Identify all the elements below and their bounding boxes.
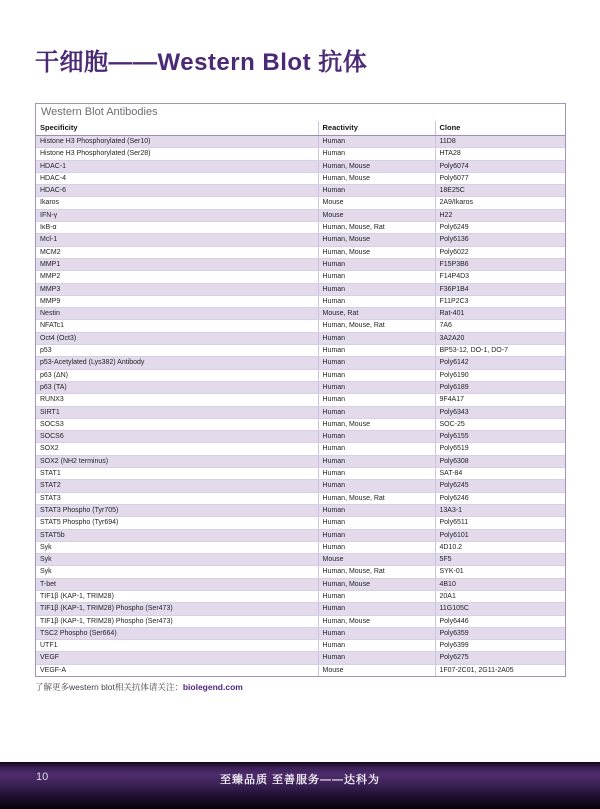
cell-clone: 9F4A17 — [435, 394, 565, 406]
cell-specificity: MMP9 — [36, 295, 318, 307]
cell-clone: Poly6275 — [435, 652, 565, 664]
cell-clone: 2A9/Ikaros — [435, 197, 565, 209]
table-row — [36, 443, 565, 455]
table-row — [36, 271, 565, 283]
cell-specificity: TSC2 Phospho (Ser664) — [36, 627, 318, 639]
cell-clone: HTA28 — [435, 148, 565, 160]
cell-clone: Poly6189 — [435, 381, 565, 393]
cell-reactivity: Human, Mouse — [318, 246, 435, 258]
cell-specificity: TIF1β (KAP-1, TRIM28) — [36, 590, 318, 602]
cell-clone: 20A1 — [435, 590, 565, 602]
cell-specificity: IFN-γ — [36, 209, 318, 221]
cell-specificity: STAT2 — [36, 480, 318, 492]
cell-clone: Rat-401 — [435, 308, 565, 320]
cell-specificity: SOCS3 — [36, 418, 318, 430]
cell-clone: Poly6136 — [435, 234, 565, 246]
table-row — [36, 209, 565, 221]
col-header-clone: Clone — [435, 121, 565, 136]
cell-reactivity: Human — [318, 640, 435, 652]
cell-clone: 13A3-1 — [435, 504, 565, 516]
cell-reactivity: Human, Mouse, Rat — [318, 566, 435, 578]
cell-reactivity: Human — [318, 283, 435, 295]
cell-specificity: Ikaros — [36, 197, 318, 209]
table-row — [36, 308, 565, 320]
table-header-row — [36, 121, 565, 136]
table-row — [36, 468, 565, 480]
cell-clone: 1F07-2C01, 2G11-2A05 — [435, 664, 565, 676]
table-row — [36, 566, 565, 578]
cell-clone: Poly6249 — [435, 222, 565, 234]
cell-reactivity: Human — [318, 627, 435, 639]
cell-reactivity: Human — [318, 443, 435, 455]
cell-specificity: STAT3 — [36, 492, 318, 504]
antibody-table — [35, 103, 566, 677]
cell-clone: Poly6074 — [435, 160, 565, 172]
cell-reactivity: Human — [318, 258, 435, 270]
cell-specificity: MMP3 — [36, 283, 318, 295]
cell-specificity: HDAC-4 — [36, 172, 318, 184]
cell-reactivity: Human — [318, 345, 435, 357]
table-row — [36, 136, 565, 148]
cell-reactivity: Human — [318, 357, 435, 369]
cell-clone: Poly6155 — [435, 431, 565, 443]
cell-clone: 4B10 — [435, 578, 565, 590]
cell-clone: Poly6246 — [435, 492, 565, 504]
table-row — [36, 492, 565, 504]
table-row — [36, 664, 565, 676]
cell-specificity: Oct4 (Oct3) — [36, 332, 318, 344]
cell-specificity: Syk — [36, 554, 318, 566]
cell-specificity: RUNX3 — [36, 394, 318, 406]
table-row — [36, 418, 565, 430]
table-row — [36, 234, 565, 246]
biolegend-link[interactable]: biolegend.com — [182, 682, 243, 692]
cell-specificity: Mcl-1 — [36, 234, 318, 246]
col-header-reactivity: Reactivity — [318, 121, 435, 136]
table-row — [36, 320, 565, 332]
cell-clone: 3A2A20 — [435, 332, 565, 344]
cell-clone: SYK-01 — [435, 566, 565, 578]
cell-reactivity: Human — [318, 295, 435, 307]
cell-specificity: SOX2 (NH2 terminus) — [36, 455, 318, 467]
table-row — [36, 369, 565, 381]
cell-clone: Poly6190 — [435, 369, 565, 381]
cell-clone: H22 — [435, 209, 565, 221]
cell-specificity: SOX2 — [36, 443, 318, 455]
cell-specificity: VEGF-A — [40, 666, 67, 674]
footnote — [35, 681, 243, 693]
cell-reactivity: Human, Mouse — [318, 160, 435, 172]
cell-reactivity: Human — [318, 271, 435, 283]
cell-clone: F15P3B6 — [435, 258, 565, 270]
cell-reactivity: Human — [318, 332, 435, 344]
table-row — [36, 197, 565, 209]
cell-clone: 11G105C — [435, 603, 565, 615]
table-row — [36, 615, 565, 627]
cell-clone: Poly6308 — [435, 455, 565, 467]
cell-reactivity: Human — [318, 468, 435, 480]
table-row — [36, 640, 565, 652]
cell-clone: Poly6399 — [435, 640, 565, 652]
page-title: 干细胞——Western Blot 抗体 — [35, 49, 368, 76]
table-row — [36, 590, 565, 602]
cell-clone: 18E25C — [435, 185, 565, 197]
cell-specificity: Nestin — [36, 308, 318, 320]
cell-specificity: STAT3 Phospho (Tyr705) — [36, 504, 318, 516]
cell-specificity: SOCS6 — [36, 431, 318, 443]
table-row — [36, 295, 565, 307]
cell-specificity: STAT5 Phospho (Tyr694) — [36, 517, 318, 529]
cell-specificity: MMP2 — [36, 271, 318, 283]
table-row — [36, 627, 565, 639]
cell-reactivity: Human — [318, 590, 435, 602]
cell-reactivity: Human — [318, 136, 435, 148]
cell-clone: Poly6142 — [435, 357, 565, 369]
cell-reactivity: Mouse — [318, 197, 435, 209]
cell-specificity: STAT1 — [36, 468, 318, 480]
table-row — [36, 578, 565, 590]
cell-specificity: Histone H3 Phosphorylated (Ser28) — [36, 148, 318, 160]
cell-reactivity: Human — [318, 652, 435, 664]
cell-specificity: STAT5b — [36, 529, 318, 541]
cell-reactivity: Human — [318, 406, 435, 418]
cell-specificity: VEGF — [36, 652, 318, 664]
cell-specificity: HDAC-1 — [36, 160, 318, 172]
footnote-text: 了解更多western blot相关抗体请关注： — [35, 682, 183, 692]
cell-clone: Poly6077 — [435, 172, 565, 184]
cell-reactivity: Human, Mouse, Rat — [318, 222, 435, 234]
cell-specificity: T-bet — [36, 578, 318, 590]
cell-specificity: MCM2 — [36, 246, 318, 258]
cell-reactivity: Human — [318, 603, 435, 615]
table-row — [36, 246, 565, 258]
table-row — [36, 381, 565, 393]
cell-clone: SOC-25 — [435, 418, 565, 430]
cell-reactivity: Mouse — [318, 554, 435, 566]
table-row — [36, 172, 565, 184]
cell-clone: F36P1B4 — [435, 283, 565, 295]
cell-specificity: p53-Acetylated (Lys382) Antibody — [36, 357, 318, 369]
cell-specificity: MMP1 — [36, 258, 318, 270]
table-row — [36, 431, 565, 443]
cell-reactivity: Human — [318, 394, 435, 406]
page-number: 10 — [36, 771, 49, 783]
col-header-specificity: Specificity — [36, 121, 318, 136]
cell-reactivity: Human — [318, 369, 435, 381]
cell-reactivity: Human — [318, 148, 435, 160]
table-row — [36, 406, 565, 418]
table-row — [36, 541, 565, 553]
table-row — [36, 160, 565, 172]
cell-specificity: NFATc1 — [36, 320, 318, 332]
table-row — [36, 258, 565, 270]
cell-reactivity: Human — [318, 504, 435, 516]
table-row — [36, 394, 565, 406]
cell-reactivity: Human, Mouse — [318, 172, 435, 184]
cell-specificity: p63 (TA) — [36, 381, 318, 393]
cell-reactivity: Mouse, Rat — [318, 308, 435, 320]
cell-reactivity: Human — [318, 541, 435, 553]
cell-specificity: TIF1β (KAP-1, TRIM28) Phospho (Ser473) — [36, 603, 318, 615]
cell-reactivity: Human — [318, 517, 435, 529]
table-row — [36, 504, 565, 516]
table-title: Western Blot Antibodies — [41, 106, 158, 118]
cell-reactivity: Human, Mouse — [318, 578, 435, 590]
cell-clone: Poly6511 — [435, 517, 565, 529]
cell-specificity: HDAC-6 — [36, 185, 318, 197]
cell-specificity: p53 — [36, 345, 318, 357]
footer-bar — [0, 762, 600, 809]
cell-reactivity: Mouse — [318, 664, 435, 676]
table-row — [36, 652, 565, 664]
table-row — [36, 345, 565, 357]
cell-specificity: IκB-α — [36, 222, 318, 234]
table-row — [36, 222, 565, 234]
cell-clone: BP53-12, DO-1, DO-7 — [435, 345, 565, 357]
antibody-table-grid — [36, 121, 565, 676]
cell-reactivity: Human, Mouse, Rat — [318, 320, 435, 332]
cell-clone: Poly6519 — [435, 443, 565, 455]
table-row — [36, 517, 565, 529]
cell-reactivity: Human — [318, 455, 435, 467]
cell-reactivity: Human, Mouse — [318, 418, 435, 430]
cell-specificity: TIF1β (KAP-1, TRIM28) Phospho (Ser473) — [36, 615, 318, 627]
cell-clone: Poly6343 — [435, 406, 565, 418]
cell-specificity: Syk — [36, 566, 318, 578]
table-row — [36, 554, 565, 566]
cell-clone: 7A6 — [435, 320, 565, 332]
footer-slogan: 至臻品质 至善服务——达科为 — [219, 774, 381, 786]
cell-specificity: Histone H3 Phosphorylated (Ser10) — [36, 136, 318, 148]
table-row — [36, 603, 565, 615]
table-row — [36, 332, 565, 344]
cell-clone: F11P2C3 — [435, 295, 565, 307]
cell-clone: 11D8 — [435, 136, 565, 148]
cell-specificity: SIRT1 — [36, 406, 318, 418]
cell-reactivity: Mouse — [318, 209, 435, 221]
table-row — [36, 480, 565, 492]
cell-clone: Poly6022 — [435, 246, 565, 258]
cell-clone: SAT-84 — [435, 468, 565, 480]
cell-reactivity: Human, Mouse — [318, 615, 435, 627]
table-row — [36, 529, 565, 541]
cell-specificity: UTF1 — [36, 640, 318, 652]
cell-clone: Poly6359 — [435, 627, 565, 639]
cell-reactivity: Human — [318, 185, 435, 197]
cell-specificity: Syk — [36, 541, 318, 553]
cell-clone: 5F5 — [435, 554, 565, 566]
table-row — [36, 148, 565, 160]
cell-reactivity: Human — [318, 529, 435, 541]
table-body — [36, 136, 565, 677]
table-row — [36, 185, 565, 197]
cell-clone: Poly6245 — [435, 480, 565, 492]
cell-clone: Poly6446 — [435, 615, 565, 627]
cell-reactivity: Human, Mouse, Rat — [318, 492, 435, 504]
cell-clone: F14P4D3 — [435, 271, 565, 283]
cell-reactivity: Human — [318, 381, 435, 393]
cell-reactivity: Human — [318, 480, 435, 492]
table-row — [36, 283, 565, 295]
table-row — [36, 357, 565, 369]
cell-clone: Poly6101 — [435, 529, 565, 541]
cell-clone: 4D10.2 — [435, 541, 565, 553]
cell-reactivity: Human — [318, 431, 435, 443]
table-row — [36, 455, 565, 467]
cell-specificity: p63 (ΔN) — [36, 369, 318, 381]
cell-reactivity: Human, Mouse — [318, 234, 435, 246]
